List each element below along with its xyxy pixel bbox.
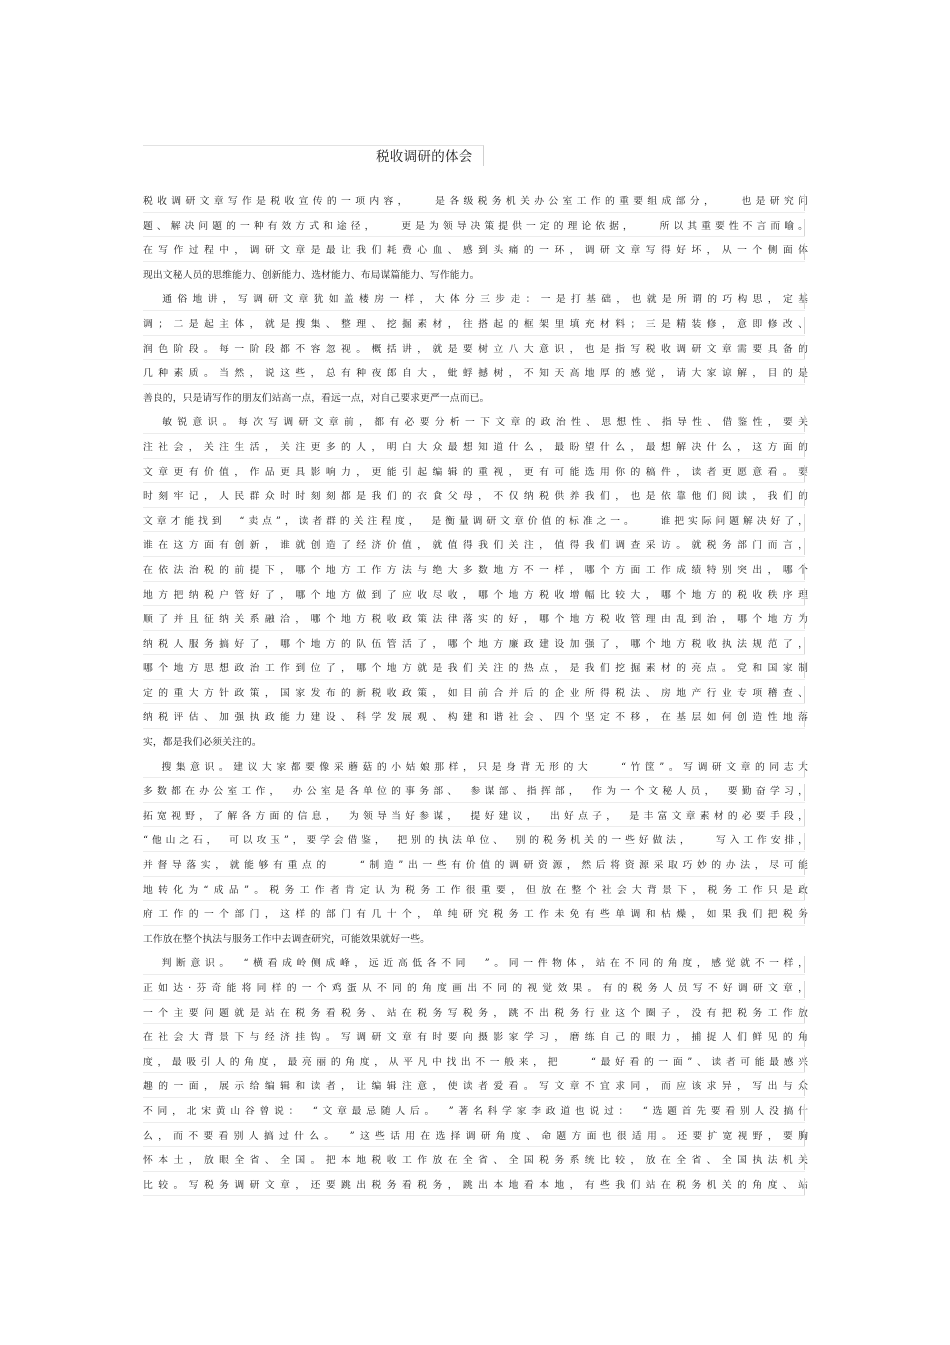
- text-line-content: 时刻牢记，人民群众时时刻刻都是我们的衣食父母，不仅纳税供养我们，也是依靠他们阅读，我们的: [143, 491, 808, 503]
- text-line-content: 纳税评估、加强执政能力建设、科学发展观、构建和谐社会、四个坚定不移，在基层如何创造性地落: [143, 712, 808, 724]
- text-line: [143, 239, 808, 264]
- text-line: [143, 829, 808, 854]
- text-line: [143, 510, 808, 535]
- text-line: [143, 584, 808, 609]
- text-line-content: 题、解决问题的一种有效方式和途径， 更是为领导决策提供一定的理论依据， 所以其重要性不言而喻。: [143, 220, 808, 232]
- text-line: [143, 411, 808, 436]
- text-line: [143, 215, 808, 240]
- text-line-content: 么，而不要看别人搞过什么。 ”这些话用在选择调研角度、命题方面也很适用。还要扩宽视野，要胸: [143, 1130, 808, 1142]
- text-line-content: 怀本土，放眼全省、全国。把本地税收工作放在全省、全国税务系统比较，放在全省、全国执法机关: [143, 1155, 808, 1167]
- text-line-content: 几种素质。当然，说这些，总有种夜郎自大，蚍蜉撼树，不知天高地厚的感觉，请大家谅解，目的是: [143, 368, 808, 380]
- text-line: [143, 1026, 808, 1051]
- text-line-content: 实，都是我们必须关注的。: [143, 737, 262, 749]
- text-line-content: 在写作过程中，调研文章是最让我们耗费心血、感到头痛的一环，调研文章写得好坏，从一个侧面体: [143, 245, 808, 257]
- text-line: [143, 1125, 808, 1150]
- text-line-content: 不同，北宋黄山谷曾说： “文章最忌随人后。 ”著名科学家李政道也说过： “选题首先要看别人没搞什: [143, 1105, 808, 1117]
- text-line: [143, 190, 808, 215]
- text-line: [143, 952, 808, 977]
- text-line: [143, 780, 808, 805]
- text-line: [143, 706, 808, 731]
- text-line: [143, 633, 808, 658]
- text-line: [143, 854, 808, 879]
- text-line-content: 府工作的一个部门，这样的部门有几十个，单纯研究税务工作未免有些单调和枯燥，如果我们把税务: [143, 909, 808, 921]
- text-line: [143, 387, 808, 412]
- text-line: [143, 879, 808, 904]
- text-line: [143, 756, 808, 781]
- text-line: [143, 977, 808, 1002]
- text-line: [143, 731, 808, 756]
- text-line-content: 通俗地讲，写调研文章犹如盖楼房一样，大体分三步走：一是打基础，也就是所谓的巧构思，定基: [157, 294, 808, 306]
- text-line-content: 文章才能找到 “卖点”，读者群的关注程度， 是衡量调研文章价值的标准之一。 谁把实际问题解决好了，: [143, 515, 808, 527]
- text-line-content: “他山之石， 可以攻玉”，要学会借鉴， 把别的执法单位、 别的税务机关的一些好做法， 写入工作安排，: [143, 835, 808, 847]
- text-line-content: 搜集意识。建议大家都要像采蘑菇的小姑娘那样，只是身背无形的大 “竹筐”。写调研文章的同志大: [157, 761, 808, 773]
- document-title: 税收调研的体会: [376, 149, 473, 165]
- text-line: [143, 264, 808, 289]
- text-line: [143, 1075, 808, 1100]
- text-line-content: 纳税人服务搞好了，哪个地方的队伍管活了，哪个地方廉政建设加强了，哪个地方税收执法规范了，: [143, 638, 808, 650]
- text-line: [143, 534, 808, 559]
- text-line-content: 顺了并且征纳关系融洽，哪个地方税收政策法律落实的好，哪个地方税收管理由乱到治，哪个地方为: [143, 614, 808, 626]
- text-line-content: 多数都在办公室工作， 办公室是各单位的事务部、 参谋部、指挥部， 作为一个文秘人员， 要勤奋学习，: [143, 786, 808, 798]
- text-line: [143, 313, 808, 338]
- text-line: [143, 1174, 808, 1199]
- text-line-content: 地转化为“成品”。税务工作者肯定认为税务工作很重要，但放在整个社会大背景下，税务工作只是政: [143, 884, 808, 896]
- text-line-content: 度，最吸引人的角度，最亮丽的角度，从平凡中找出不一般来，把 “最好看的一面”、读者可能最感兴: [143, 1056, 808, 1068]
- text-line: [143, 1100, 808, 1125]
- text-line-content: 在依法治税的前提下，哪个地方工作方法与绝大多数地方不一样，哪个方面工作成绩特别突出，哪个: [143, 564, 808, 576]
- text-line: [143, 338, 808, 363]
- text-line-content: 一个主要问题就是站在税务看税务、站在税务写税务，跳不出税务行业这个圈子，没有把税务工作放: [143, 1007, 808, 1019]
- text-line-content: 调；二是起主体，就是搜集、整理、挖掘素材，往搭起的框架里填充材料；三是精装修，意即修改、: [143, 318, 808, 330]
- text-line-content: 文章更有价值，作品更具影响力，更能引起编辑的重视，更有可能选用你的稿件，读者更愿意看。要: [143, 466, 808, 478]
- text-line-content: 润色阶段。每一阶段都不容忽视。概括讲，就是要树立八大意识，也是指写税收调研文章需要具备的: [143, 343, 808, 355]
- text-line: [143, 903, 808, 928]
- text-line: [143, 1051, 808, 1076]
- document-body: [143, 190, 808, 1198]
- text-line-content: 正如达·芬奇能将同样的一个鸡蛋从不同的角度画出不同的视觉效果。有的税务人员写不好调研文章，: [143, 983, 808, 994]
- text-line-content: 敏锐意识。每次写调研文章前，都有必要分析一下文章的政治性、思想性、指导性、借鉴性，要关: [157, 417, 808, 429]
- text-line-content: 拓宽视野，了解各方面的信息， 为领导当好参谋， 提好建议， 出好点子， 是丰富文章素材的必要手段，: [143, 810, 808, 822]
- text-line-content: 地方把纳税户管好了，哪个地方做到了应收尽收，哪个地方税收增幅比较大，哪个地方的税收秩序理: [143, 589, 808, 601]
- text-line: [143, 1002, 808, 1027]
- text-line: [143, 682, 808, 707]
- text-line: [143, 928, 808, 953]
- text-line: [143, 436, 808, 461]
- text-line: [143, 559, 808, 584]
- text-line-content: 趣的一面，展示给编辑和读者，让编辑注意，使读者爱看。写文章不宜求同，而应该求异，写出与众: [143, 1081, 808, 1093]
- text-line-content: 谁在这方面有创新，谁就创造了经济价值，就值得我们关注，值得我们调查采访。就税务部门而言，: [143, 540, 808, 552]
- text-line: [143, 485, 808, 510]
- text-line-content: 在社会大背景下与经济挂钩。写调研文章有时要向摄影家学习，磨练自己的眼力，捕捉人们鲜见的角: [143, 1032, 808, 1044]
- text-line: [143, 608, 808, 633]
- text-line-content: 注社会，关注生活，关注更多的人，明白大众最想知道什么，最盼望什么，最想解决什么，这方面的: [143, 441, 808, 453]
- text-line: [143, 805, 808, 830]
- text-line: [143, 1149, 808, 1174]
- text-line-content: 税收调研文章写作是税收宣传的一项内容， 是各级税务机关办公室工作的重要组成部分， 也是研究问: [143, 196, 808, 207]
- text-line: [143, 288, 808, 313]
- text-line-content: 定的重大方针政策，国家发布的新税收政策，如目前合并后的企业所得税法、房地产行业专项稽查、: [143, 687, 808, 699]
- text-line: [143, 461, 808, 486]
- text-line: [143, 362, 808, 387]
- text-line-content: 判断意识。 “横看成岭侧成峰，远近高低各不同 ”。同一件物体，站在不同的角度，感觉就不一样，: [157, 958, 808, 970]
- text-line-content: 现出文秘人员的思维能力、创新能力、选材能力、布局谋篇能力、写作能力。: [143, 269, 480, 281]
- title-row: [143, 145, 484, 166]
- text-line-content: 比较。写税务调研文章，还要跳出税务看税务，跳出本地看本地，有些我们站在税务机关的角度、站: [143, 1179, 808, 1191]
- text-line-content: 哪个地方思想政治工作到位了，哪个地方就是我们关注的热点，是我们挖掘素材的亮点。党和国家制: [143, 663, 808, 675]
- text-line-content: 并督导落实，就能够有重点的 “制造”出一些有价值的调研资源，然后将资源采取巧妙的办法，尽可能: [143, 860, 808, 872]
- text-line-content: 工作放在整个执法与服务工作中去调查研究，可能效果就好一些。: [143, 933, 431, 945]
- text-line: [143, 657, 808, 682]
- text-line-content: 善良的，只是请写作的朋友们站高一点，看远一点，对自己要求更严一点而已。: [143, 392, 490, 404]
